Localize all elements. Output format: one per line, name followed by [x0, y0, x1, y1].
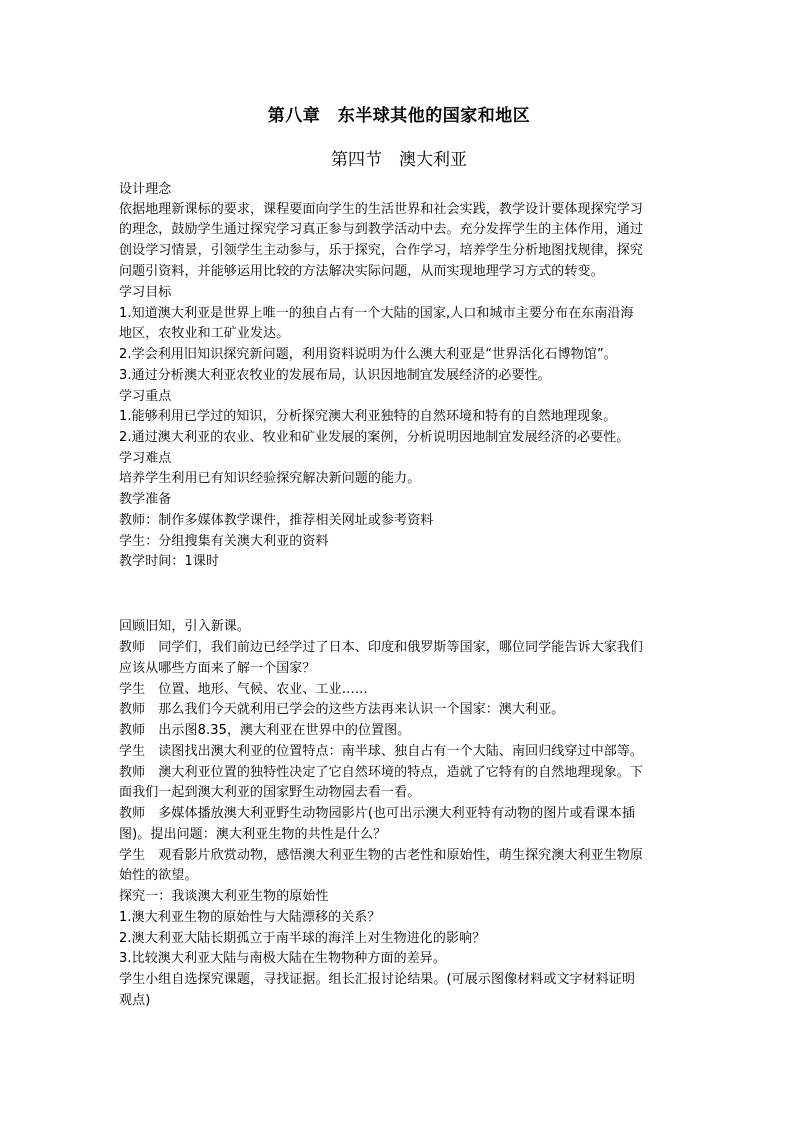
- dialogue-line: 教师 同学们，我们前边已经学过了日本、印度和俄罗斯等国家，哪位同学能告诉大家我们: [119, 640, 644, 655]
- list-item: 3.通过分析澳大利亚农牧业的发展布局，认识因地制宜发展经济的必要性。: [119, 368, 551, 383]
- paragraph-line: 依据地理新课标的要求，课程要面向学生的生活世界和社会实践，教学设计要体现探究学习: [119, 202, 644, 217]
- heading-key-points: 学习重点: [119, 389, 172, 404]
- paragraph-line: 问题引资料，并能够运用比较的方法解决实际问题，从而实现地理学习方式的转变。: [119, 264, 604, 279]
- list-item: 1.知道澳大利亚是世界上唯一的独自占有一个大陆的国家,人口和城市主要分布在东南沿海: [119, 306, 634, 321]
- paragraph-line: 培养学生利用已有知识经验探究解决新问题的能力。: [119, 471, 421, 486]
- dialogue-line: 应该从哪些方面来了解一个国家？: [119, 661, 316, 676]
- list-item: 1.能够利用已学过的知识，分析探究澳大利亚独特的自然环境和特有的自然地理现象。: [119, 409, 617, 424]
- dialogue-line: 教师 出示图8.35，澳大利亚在世界中的位置图。: [119, 723, 411, 738]
- paragraph-line: 创设学习情景，引领学生主动参与，乐于探究，合作学习，培养学生分析地图找规律，探究: [119, 243, 644, 258]
- list-item: 2.澳大利亚大陆长期孤立于南半球的海洋上对生物进化的影响？: [119, 931, 486, 946]
- list-item: 2.通过澳大利亚的农业、牧业和矿业发展的案例，分析说明因地制宜发展经济的必要性。: [119, 430, 630, 445]
- heading-learning-goals: 学习目标: [119, 285, 172, 300]
- dialogue-line: 教师 澳大利亚位置的独特性决定了它自然环境的特点，造就了它特有的自然地理现象。下: [119, 765, 644, 780]
- paragraph-line: 的理念，鼓励学生通过探究学习真正参与到教学活动中去。充分发挥学生的主体作用，通过: [119, 222, 644, 237]
- dialogue-line: 学生 观看影片欣赏动物，感悟澳大利亚生物的古老性和原始性，萌生探究澳大利亚生物原: [119, 848, 644, 863]
- paragraph-line: 教师：制作多媒体教学课件，推荐相关网址或参考资料: [119, 513, 434, 528]
- heading-inquiry-one: 探究一：我谈澳大利亚生物的原始性: [119, 889, 329, 904]
- dialogue-line: 教师 那么我们今天就利用已学会的这些方法再来认识一个国家：澳大利亚。: [119, 702, 565, 717]
- dialogue-line: 始性的欲望。: [119, 868, 198, 883]
- paragraph-line: 学生：分组搜集有关澳大利亚的资料: [119, 534, 329, 549]
- paragraph-line: 回顾旧知，引入新课。: [119, 619, 251, 634]
- list-item: 1.澳大利亚生物的原始性与大陆漂移的关系？: [119, 910, 381, 925]
- dialogue-line: 图)。提出问题：澳大利亚生物的共性是什么？: [119, 827, 387, 842]
- heading-preparation: 教学准备: [119, 492, 172, 507]
- dialogue-line: 学生 读图找出澳大利亚的位置特点：南半球、独自占有一个大陆、南回归线穿过中部等。: [119, 744, 644, 759]
- heading-design-concept: 设计理念: [119, 182, 172, 197]
- paragraph-line: 教学时间：1课时: [119, 554, 220, 569]
- list-item-continued: 地区，农牧业和工矿业发达。: [119, 326, 290, 341]
- dialogue-line: 学生 位置、地形、气候、农业、工业……: [119, 682, 368, 697]
- section-title: 第四节 澳大利亚: [331, 150, 467, 170]
- list-item: 3.比较澳大利亚大陆与南极大陆在生物物种方面的差异。: [119, 951, 447, 966]
- list-item: 2.学会利用旧知识探究新问题，利用资料说明为什么澳大利亚是“世界活化石博物馆”。: [119, 347, 617, 362]
- dialogue-line: 教师 多媒体播放澳大利亚野生动物园影片(也可出示澳大利亚特有动物的图片或看课本插: [119, 806, 636, 821]
- heading-difficulties: 学习难点: [119, 451, 172, 466]
- chapter-title: 第八章 东半球其他的国家和地区: [267, 106, 531, 126]
- paragraph-line: 观点): [119, 993, 151, 1008]
- paragraph-line: 学生小组自选探究课题，寻找证据。组长汇报讨论结果。(可展示图像材料或文字材料证明: [119, 972, 636, 987]
- dialogue-line: 面我们一起到澳大利亚的国家野生动物园去看一看。: [119, 785, 421, 800]
